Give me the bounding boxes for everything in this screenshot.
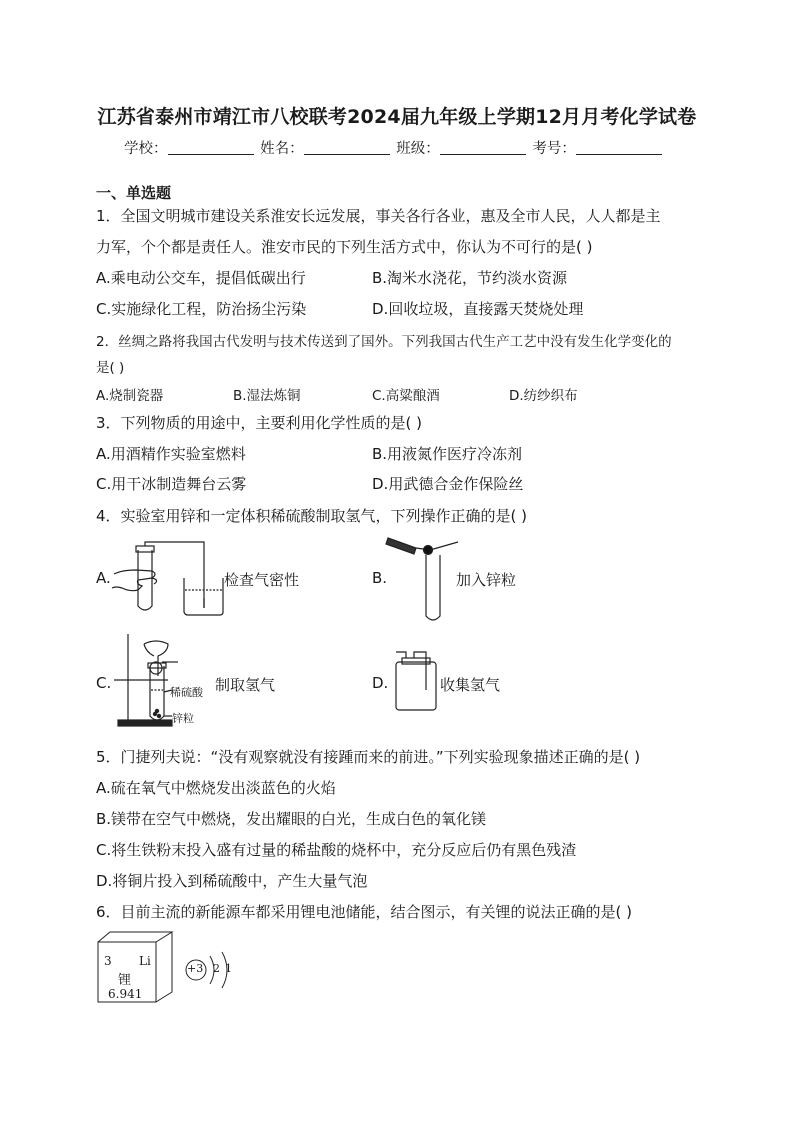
q5-option-d[interactable]: D.将铜片投入到稀硫酸中，产生大量气泡: [96, 872, 368, 890]
gas-collection-figure: [390, 650, 440, 712]
q3-option-c[interactable]: C.用干冰制造舞台云雾: [96, 475, 247, 493]
q5-stem: 5．门捷列夫说：“没有观察就没有接踵而来的前进。”下列实验现象描述正确的是( ): [96, 748, 641, 766]
atomic-number: 3: [104, 954, 112, 968]
number-label: 考号：: [532, 141, 576, 157]
q3-stem: 3．下列物质的用途中，主要利用化学性质的是( ): [96, 414, 423, 432]
dilute-acid-tag: 稀硫酸: [170, 686, 203, 699]
q1-option-d[interactable]: D.回收垃圾，直接露天焚烧处理: [372, 300, 584, 318]
name-label: 姓名：: [260, 141, 304, 157]
q1-option-a[interactable]: A.乘电动公交车，提倡低碳出行: [96, 269, 306, 287]
q6-stem: 6．目前主流的新能源车都采用锂电池储能，结合图示，有关锂的说法正确的是( ): [96, 903, 633, 921]
class-blank[interactable]: [440, 140, 526, 155]
school-blank[interactable]: [168, 140, 254, 155]
shell1-electrons: 2: [213, 962, 220, 975]
q2-option-d[interactable]: D.纺纱织布: [509, 388, 578, 404]
add-zinc-figure: [386, 530, 464, 624]
q5-option-b[interactable]: B.镁带在空气中燃烧，发出耀眼的白光，生成白色的氧化镁: [96, 810, 487, 828]
q1-stem-line1: 1．全国文明城市建设关系淮安长远发展，事关各行各业，惠及全市人民，人人都是主: [96, 207, 661, 225]
q1-option-c[interactable]: C.实施绿化工程，防治扬尘污染: [96, 300, 307, 318]
school-label: 学校：: [124, 141, 168, 157]
q4-option-c-letter[interactable]: C.: [96, 674, 112, 692]
q4-stem: 4．实验室用锌和一定体积稀硫酸制取氢气，下列操作正确的是( ): [96, 507, 528, 525]
class-label: 班级：: [396, 141, 440, 157]
q2-option-b[interactable]: B.湿法炼铜: [233, 388, 301, 404]
q1-stem-line2: 力军，个个都是责任人。淮安市民的下列生活方式中，你认为不可行的是( ): [96, 238, 593, 256]
q1-option-b[interactable]: B.淘米水浇花，节约淡水资源: [372, 269, 568, 287]
q4-option-a-label: 检查气密性: [224, 571, 300, 589]
q2-stem-line1: 2．丝绸之路将我国古代发明与技术传送到了国外。下列我国古代生产工艺中没有发生化学变化的: [96, 334, 672, 350]
section-heading: 一、单选题: [96, 184, 172, 202]
shell2-electrons: 1: [225, 962, 232, 975]
q2-option-a[interactable]: A.烧制瓷器: [96, 388, 164, 404]
q4-option-d-label: 收集氢气: [440, 676, 501, 694]
q5-option-a[interactable]: A.硫在氧气中燃烧发出淡蓝色的火焰: [96, 779, 336, 797]
q4-option-d-letter[interactable]: D.: [372, 674, 389, 692]
q4-option-b-label: 加入锌粒: [456, 571, 517, 589]
nucleus-charge: +3: [187, 962, 204, 975]
q4-option-b-letter[interactable]: B.: [372, 569, 388, 587]
number-blank[interactable]: [576, 140, 662, 155]
q2-stem-line2: 是( ): [96, 360, 125, 376]
hydrogen-production-figure: [106, 630, 216, 730]
student-info-line: [124, 137, 664, 158]
atomic-mass: 6.941: [108, 987, 143, 1001]
zinc-tag: 锌粒: [172, 712, 194, 725]
name-blank[interactable]: [304, 140, 390, 155]
q4-option-c-label: 制取氢气: [215, 676, 276, 694]
airtightness-check-figure: [108, 540, 226, 616]
q3-option-d[interactable]: D.用武德合金作保险丝: [372, 475, 524, 493]
q5-option-c[interactable]: C.将生铁粉末投入盛有过量的稀盐酸的烧杯中，充分反应后仍有黑色残渣: [96, 841, 577, 859]
element-name: 锂: [118, 973, 132, 988]
exam-title: 江苏省泰州市靖江市八校联考2024届九年级上学期12月月考化学试卷: [97, 106, 697, 128]
element-symbol: Li: [139, 954, 151, 968]
q2-option-c[interactable]: C.高粱酿酒: [372, 388, 440, 404]
q4-option-a-letter[interactable]: A.: [96, 569, 111, 587]
q3-option-b[interactable]: B.用液氮作医疗冷冻剂: [372, 445, 523, 463]
q3-option-a[interactable]: A.用酒精作实验室燃料: [96, 445, 246, 463]
